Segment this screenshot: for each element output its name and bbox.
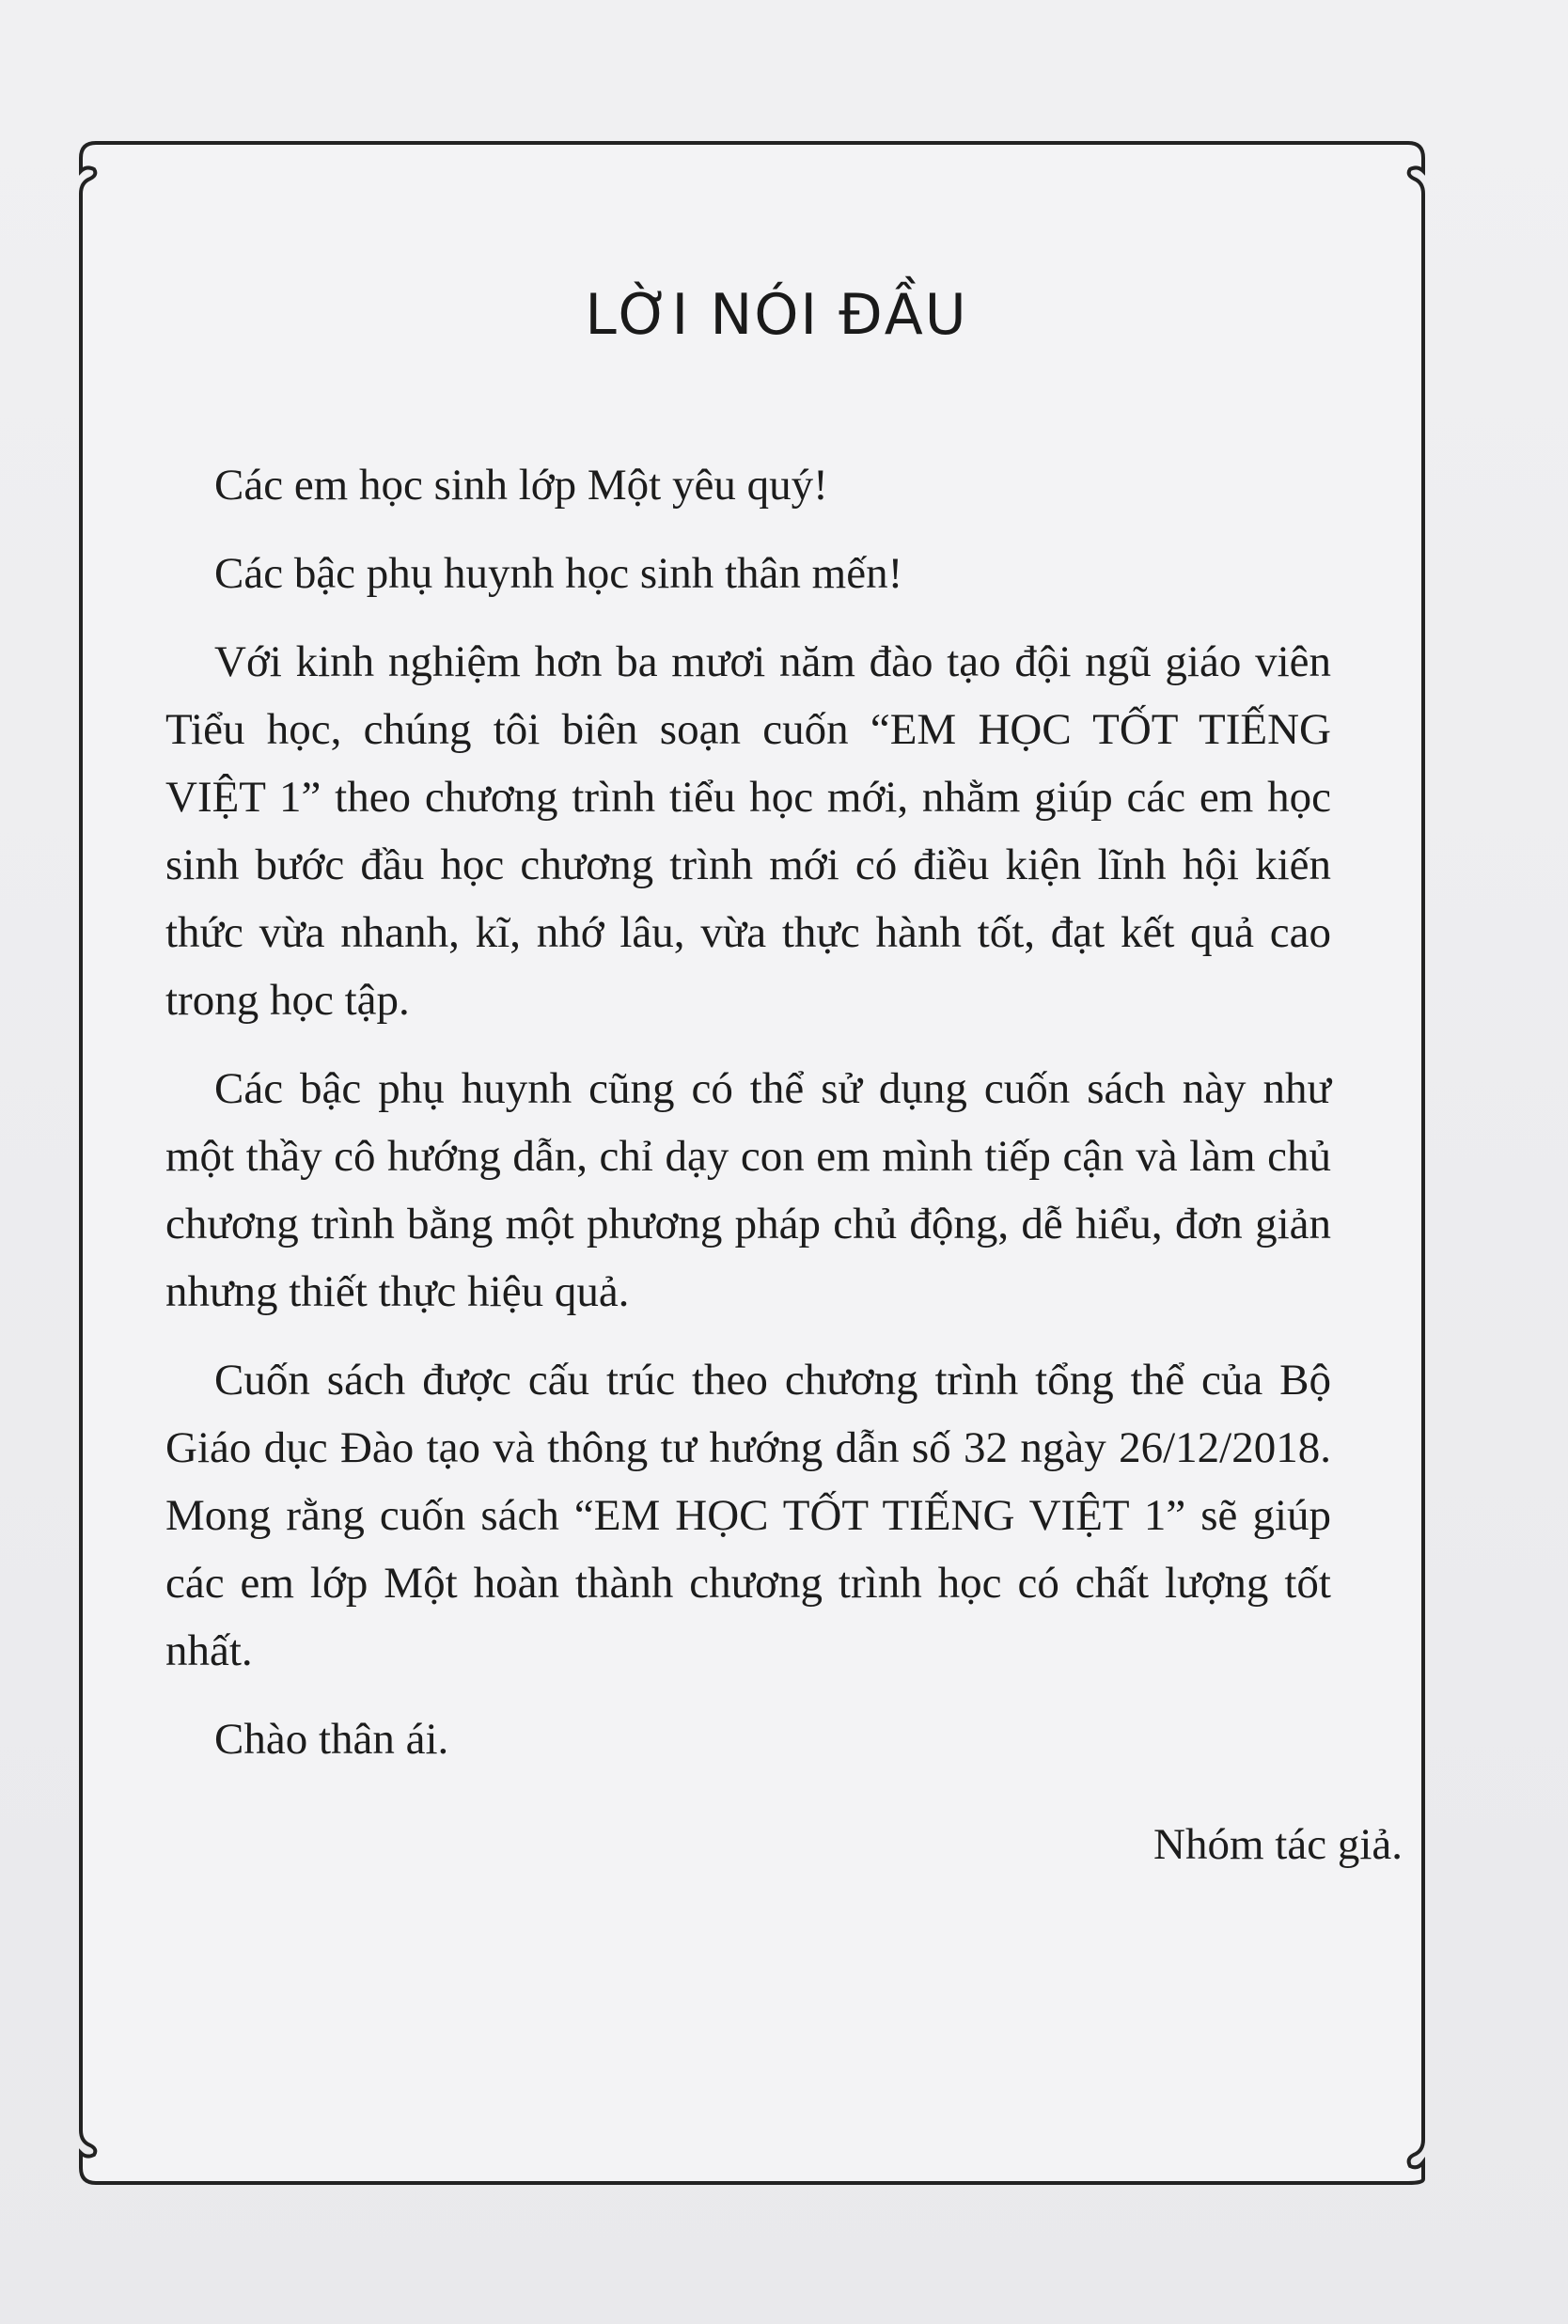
greeting-parents: Các bậc phụ huynh học sinh thân mến! (214, 549, 903, 598)
signature: Nhóm tác giả. (1153, 1820, 1403, 1869)
paragraph-structure: Cuốn sách được cấu trúc theo chương trình tổng thể của Bộ Giáo dục Đào tạo và thông tư hướng dẫn số 32 ngày 26/12/2018. Mong rằng cuốn sách “EM HỌC TỐT TIẾNG VIỆT 1” sẽ giúp các em lớp Một hoàn thành chương trình học có chất lượng tốt nhất. (165, 1356, 1331, 1675)
preface-content (165, 282, 1403, 1878)
paragraph-parents: Các bậc phụ huynh cũng có thể sử dụng cuốn sách này như một thầy cô hướng dẫn, chỉ dạy con em mình tiếp cận và làm chủ chương trình bằng một phương pháp chủ động, dễ hiểu, đơn giản nhưng thiết thực hiệu quả. (165, 1064, 1331, 1316)
greeting-students: Các em học sinh lớp Một yêu quý! (214, 461, 828, 510)
page-title: LỜI NÓI ĐẦU (585, 282, 968, 348)
paragraph-intro: Với kinh nghiệm hơn ba mươi năm đào tạo đội ngũ giáo viên Tiểu học, chúng tôi biên soạn cuốn “EM HỌC TỐT TIẾNG VIỆT 1” theo chương trình tiểu học mới, nhằm giúp các em học sinh bước đầu học chương trình mới có điều kiện lĩnh hội kiến thức vừa nhanh, kĩ, nhớ lâu, vừa thực hành tốt, đạt kết quả cao trong học tập. (165, 637, 1331, 1025)
closing-line: Chào thân ái. (214, 1715, 449, 1764)
